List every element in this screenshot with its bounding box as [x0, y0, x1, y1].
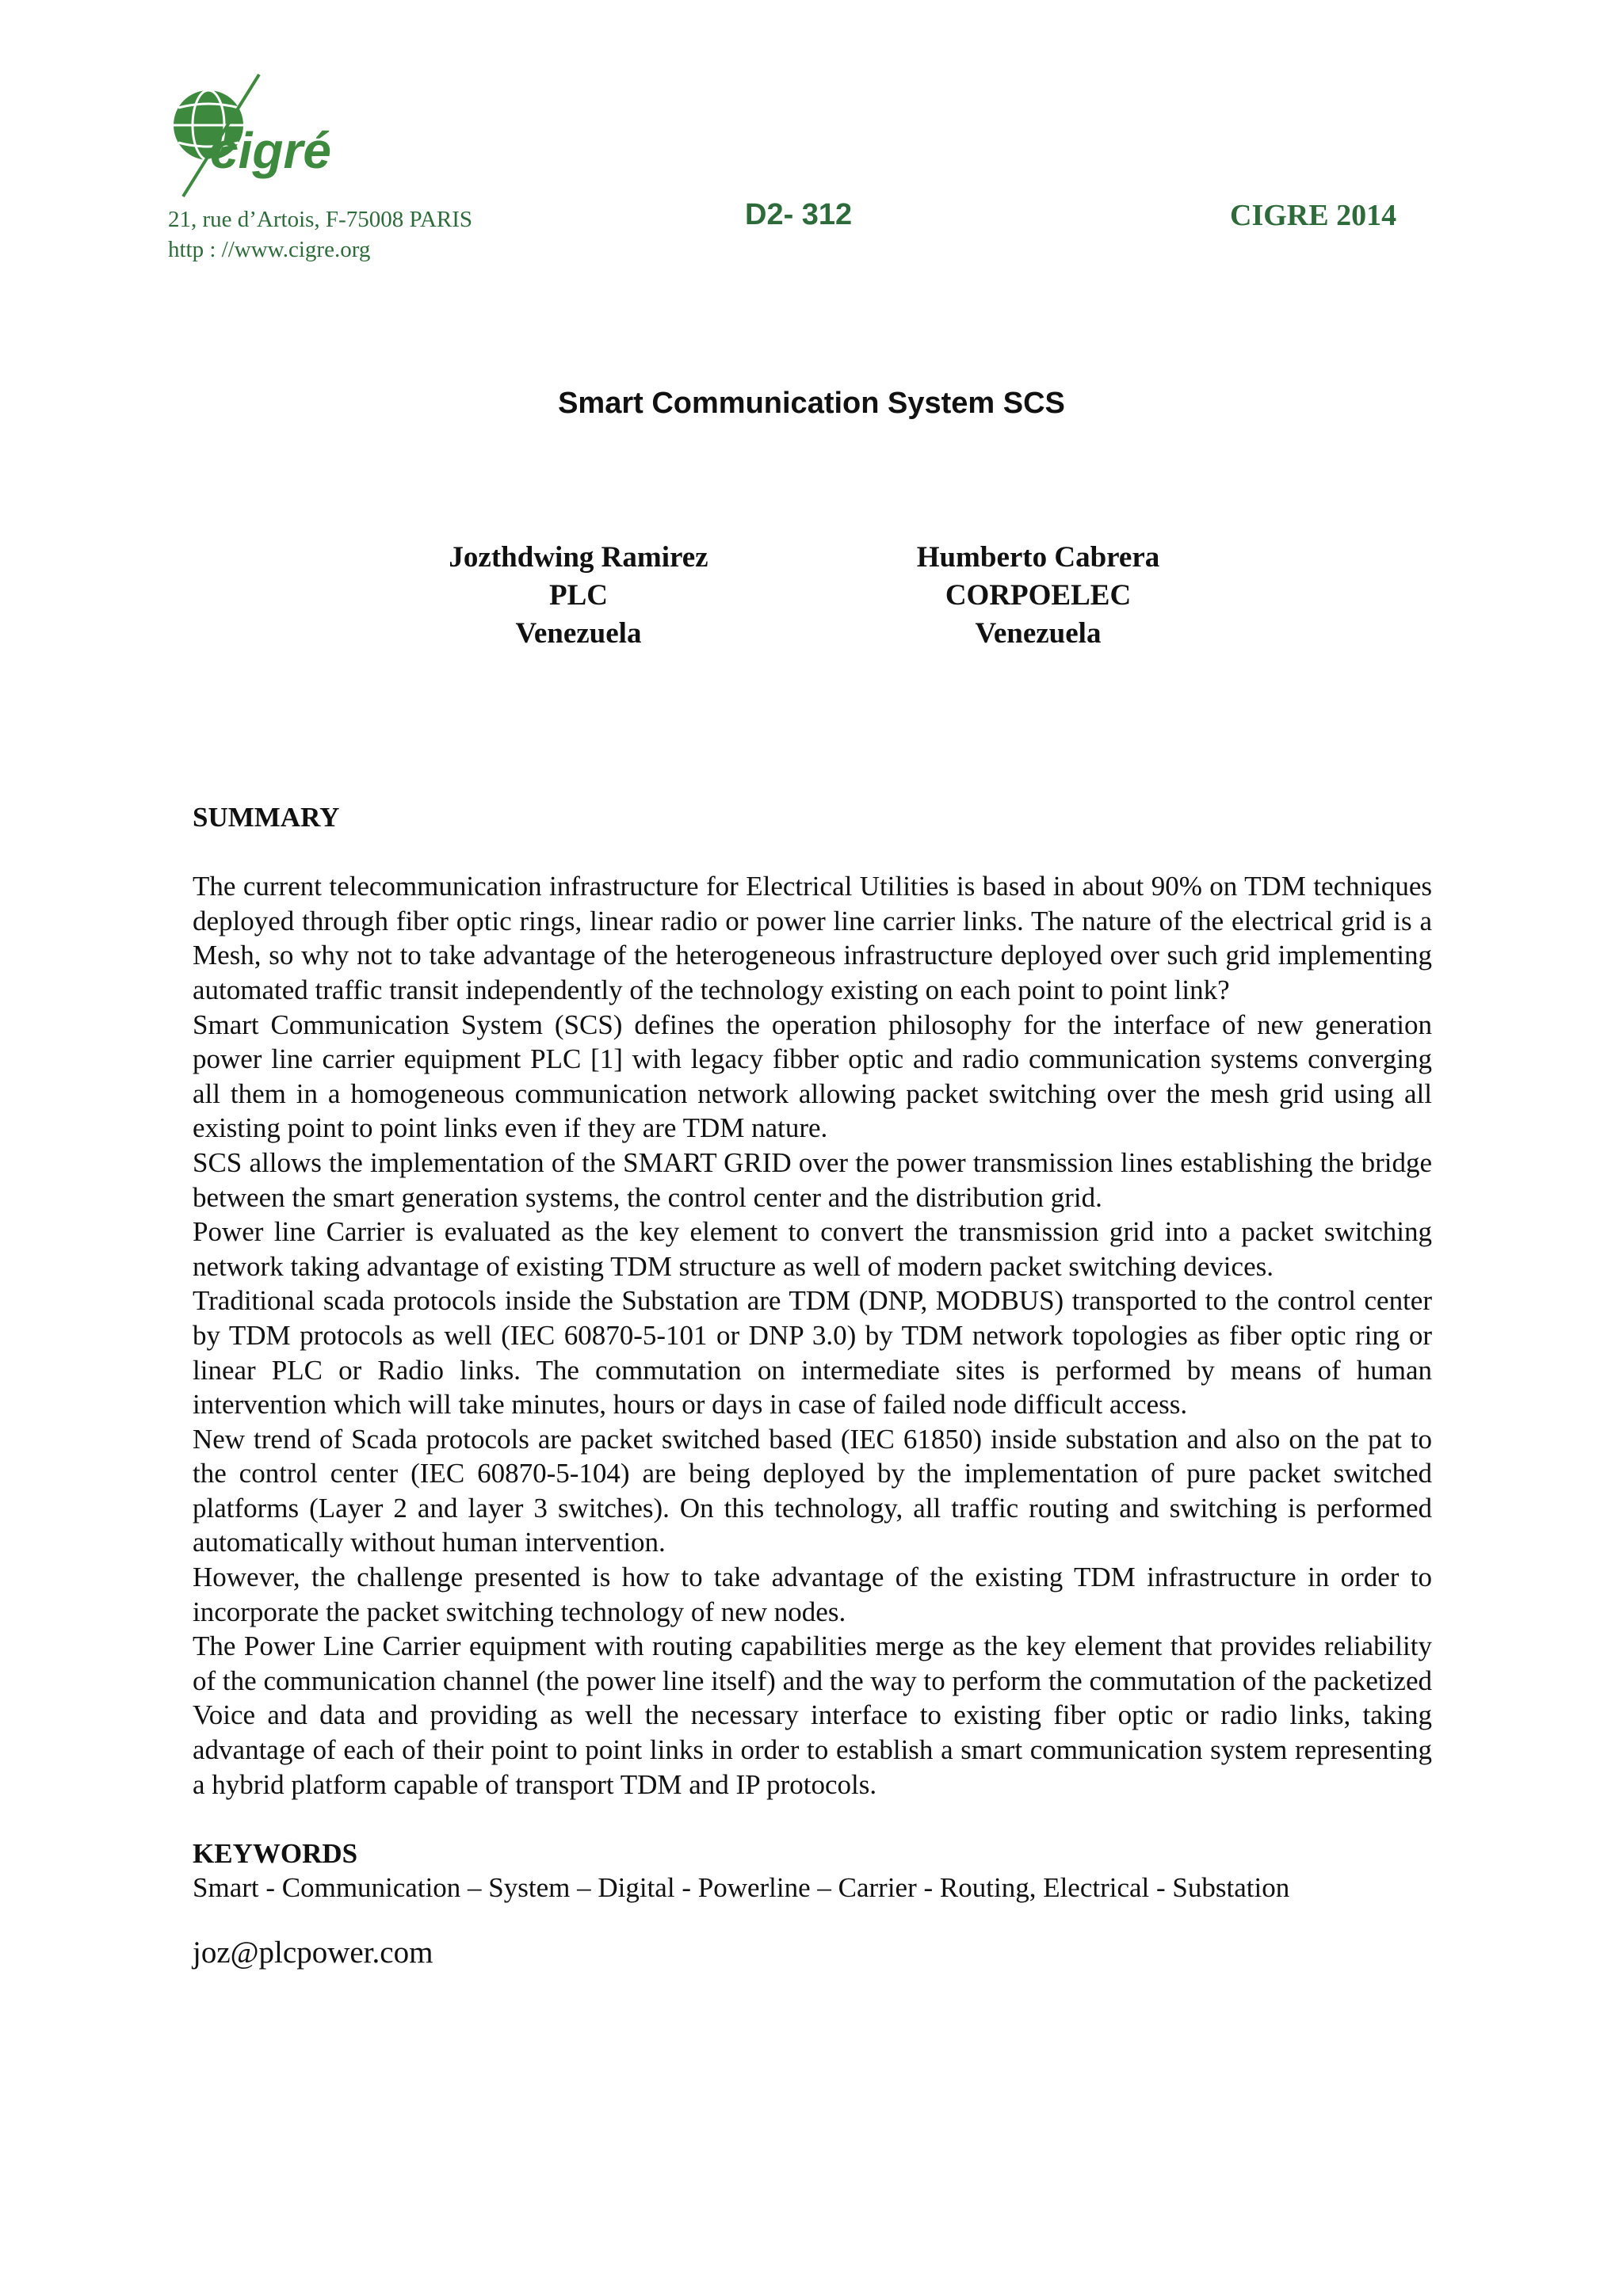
summary-paragraph: SCS allows the implementation of the SMART GRID over the power transmission lines establishing the bridge between the smart generation systems, the control center and the distribution grid.	[193, 1146, 1432, 1213]
author-name: Jozthdwing Ramirez	[449, 541, 708, 574]
paper-title: Smart Communication System SCS	[558, 387, 1065, 420]
summary-paragraph: The Power Line Carrier equipment with routing capabilities merge as the key element that provides reliability of the communication channel (the power line itself) and the way to perform the commutation of the packetized Voice and data and providing as well the necessary interface to existing fiber optic or radio links, taking advantage of each of their point to point links in order to establish a smart communication system representing a hybrid platform capable of transport TDM and IP protocols.	[193, 1630, 1432, 1800]
author-email[interactable]: joz@plcpower.com	[193, 1936, 433, 1970]
author-block	[396, 539, 761, 653]
paper-body	[193, 800, 1432, 1972]
author-block	[880, 539, 1197, 653]
summary-paragraph: Smart Communication System (SCS) defines the operation philosophy for the interface of new generation power line carrier equipment PLC [1] with legacy fibber optic and radio communication systems converging all them in a homogeneous communication network allowing packet switching over the mesh grid using all existing point to point links even if they are TDM nature.	[193, 1009, 1432, 1144]
author-country: Venezuela	[515, 617, 642, 650]
summary-paragraph: However, the challenge presented is how to take advantage of the existing TDM infrastructure in order to incorporate the packet switching technology of new nodes.	[193, 1562, 1432, 1627]
author-name: Humberto Cabrera	[916, 541, 1160, 574]
summary-heading: SUMMARY	[193, 802, 340, 833]
summary-paragraph: The current telecommunication infrastructure for Electrical Utilities is based in about 90% on TDM techniques deployed through fiber optic rings, linear radio or power line carrier links. The nature of the electrical grid is a Mesh, so why not to take advantage of the heterogeneous infrastructure deployed over such grid implementing automated traffic transit independently of the technology existing on each point to point link?	[193, 871, 1432, 1005]
author-organization: PLC	[549, 579, 608, 612]
paper-code: D2- 312	[745, 198, 853, 231]
author-organization: CORPOELEC	[945, 579, 1132, 612]
summary-paragraph: New trend of Scada protocols are packet switched based (IEC 61850) inside substation and also on the pat to the control center (IEC 60870-5-104) are being deployed by the implementation of pure packet switched platforms (Layer 2 and layer 3 switches). On this technology, all traffic routing and switching is performed automatically without human intervention.	[193, 1423, 1432, 1558]
keywords-heading: KEYWORDS	[193, 1837, 358, 1869]
conference-label: CIGRE 2014	[1230, 199, 1397, 232]
keywords-list: Smart - Communication – System – Digital - Powerline – Carrier - Routing, Electrical - Substation	[193, 1872, 1290, 1904]
logo-wordmark: cigré	[210, 122, 331, 179]
cigre-logo	[162, 71, 353, 206]
summary-paragraph: Traditional scada protocols inside the Substation are TDM (DNP, MODBUS) transported to the control center by TDM protocols as well (IEC 60870-5-101 or DNP 3.0) by TDM network topologies as fiber optic ring or linear PLC or Radio links. The commutation on intermediate sites is performed by means of human intervention which will take minutes, hours or days in case of failed node difficult access.	[193, 1285, 1432, 1421]
address-block	[168, 204, 472, 265]
website-link[interactable]: http : //www.cigre.org	[168, 237, 371, 262]
address-line: 21, rue d’Artois, F-75008 PARIS	[168, 207, 473, 232]
author-country: Venezuela	[975, 617, 1102, 650]
summary-paragraph: Power line Carrier is evaluated as the key element to convert the transmission grid into a packet switching network taking advantage of existing TDM structure as well of modern packet switching devices.	[193, 1216, 1432, 1282]
